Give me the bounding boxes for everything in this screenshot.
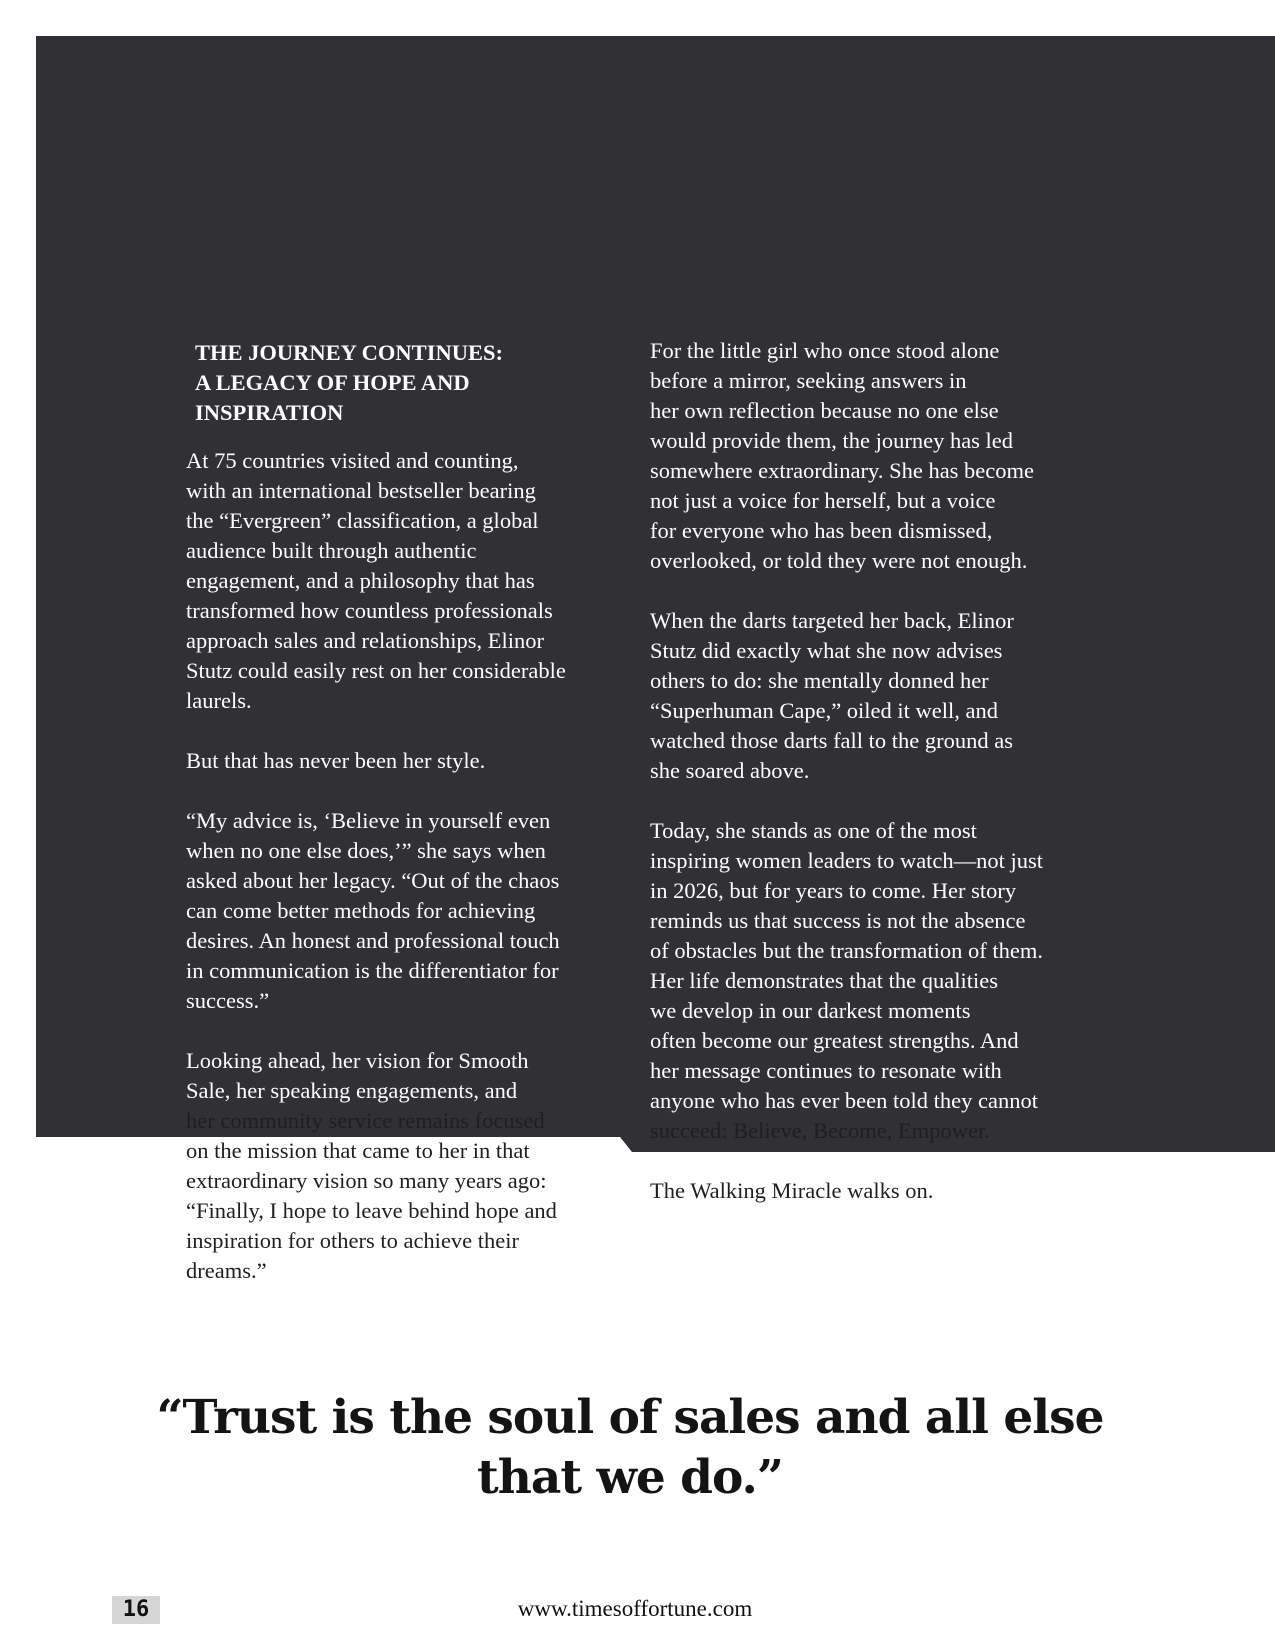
article-line: overlooked, or told they were not enough. [650,548,1028,573]
article-paragraph [650,1176,1100,1206]
article-line: when no one else does,’” she says when [186,838,546,863]
article-line: can come better methods for achieving [186,898,536,923]
footer-url: www.timesoffortune.com [517,1596,753,1621]
article-line: others to do: she mentally donned her [650,668,989,693]
heading-line: A LEGACY OF HOPE AND [195,370,470,395]
article-line: inspiring women leaders to watch—not just [650,848,1044,873]
article-line: not just a voice for herself, but a voice [650,488,996,513]
article-right-column [650,336,1100,1236]
article-line: “My advice is, ‘Believe in yourself even [186,808,551,833]
article-line: audience built through authentic [186,538,477,563]
article-line: transformed how countless professionals [186,598,553,623]
article-line: would provide them, the journey has led [650,428,1014,453]
article-line: Looking ahead, her vision for Smooth [186,1048,529,1073]
article-line: dreams.” [186,1258,267,1283]
article-line: we develop in our darkest moments [650,998,971,1023]
pull-quote-line: that we do.” [477,1450,783,1505]
page-number: 16 [112,1596,160,1624]
article-line: When the darts targeted her back, Elinor [650,608,1014,633]
article-line: somewhere extraordinary. She has become [650,458,1035,483]
article-line: The Walking Miracle walks on. [650,1178,934,1203]
article-line: watched those darts fall to the ground as [650,728,1014,753]
article-line: laurels. [186,688,252,713]
article-line: “Superhuman Cape,” oiled it well, and [650,698,999,723]
article-line: extraordinary vision so many years ago: [186,1168,547,1193]
article-paragraph [186,446,616,716]
article-line: But that has never been her style. [186,748,486,773]
heading-line: INSPIRATION [195,400,344,425]
article-line: Stutz did exactly what she now advises [650,638,1003,663]
article-line: For the little girl who once stood alone [650,338,1000,363]
article-line: Today, she stands as one of the most [650,818,977,843]
article-line: reminds us that success is not the absence [650,908,1026,933]
article-line: Her life demonstrates that the qualities [650,968,999,993]
article-paragraph [186,806,616,1016]
article-line: “Finally, I hope to leave behind hope and [186,1198,557,1223]
article-heading [195,338,615,428]
article-line: her message continues to resonate with [650,1058,1002,1083]
article-line: engagement, and a philosophy that has [186,568,535,593]
article-line: approach sales and relationships, Elinor [186,628,545,653]
article-line: of obstacles but the transformation of them. [650,938,1044,963]
article-line: Stutz could easily rest on her considerable [186,658,566,683]
article-line: success.” [186,988,270,1013]
article-line: desires. An honest and professional touch [186,928,560,953]
article-line: in communication is the differentiator for [186,958,559,983]
article-line: At 75 countries visited and counting, [186,448,519,473]
article-line: her own reflection because no one else [650,398,999,423]
article-line: succeed: Believe, Become, Empower. [650,1118,990,1143]
article-line: anyone who has ever been told they cannot [650,1088,1038,1113]
article-paragraph [650,606,1100,786]
heading-line: THE JOURNEY CONTINUES: [195,340,503,365]
article-paragraph [650,336,1100,576]
article-left-column [186,446,616,1316]
article-line: the “Evergreen” classification, a global [186,508,539,533]
article-line: Sale, her speaking engagements, and [186,1078,518,1103]
pull-quote [130,1388,1130,1508]
article-line: inspiration for others to achieve their [186,1228,520,1253]
article-line: on the mission that came to her in that [186,1138,530,1163]
pull-quote-line: “Trust is the soul of sales and all else [156,1390,1104,1445]
article-line: she soared above. [650,758,810,783]
article-line: asked about her legacy. “Out of the chaos [186,868,560,893]
article-line: in 2026, but for years to come. Her story [650,878,1017,903]
article-line: with an international bestseller bearing [186,478,536,503]
article-line: for everyone who has been dismissed, [650,518,993,543]
article-paragraph [186,1046,616,1286]
article-line: her community service remains focused [186,1108,545,1133]
article-paragraph [650,816,1100,1146]
article-line: before a mirror, seeking answers in [650,368,967,393]
article-paragraph [186,746,616,776]
article-line: often become our greatest strengths. And [650,1028,1019,1053]
